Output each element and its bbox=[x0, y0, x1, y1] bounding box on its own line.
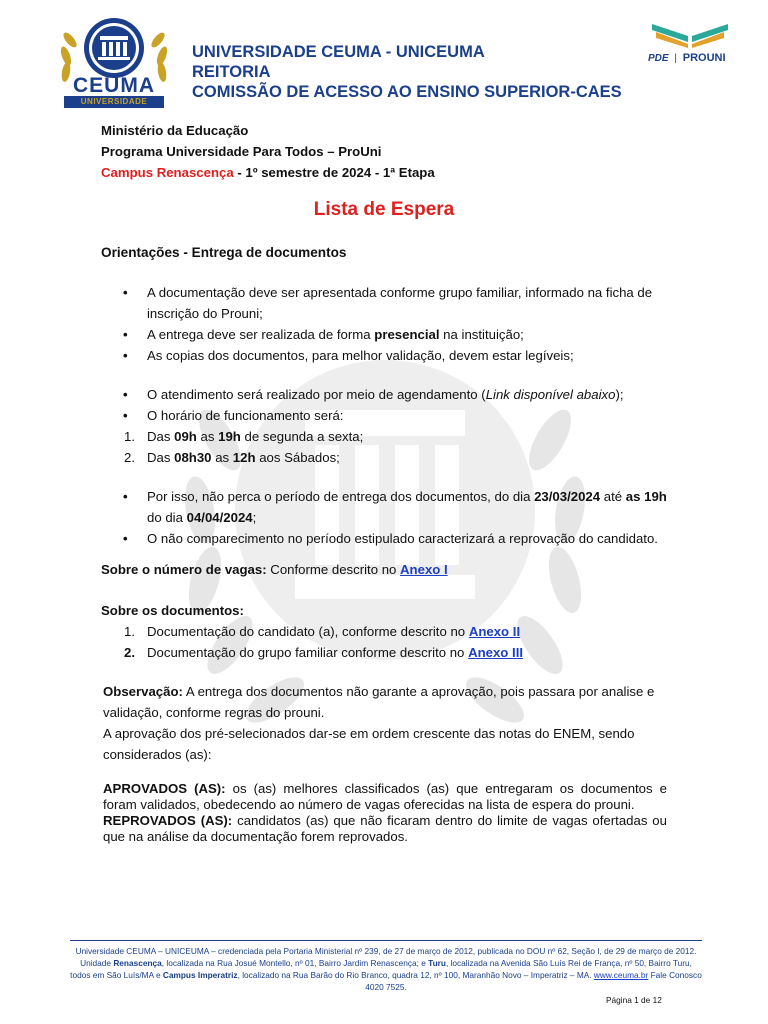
list-item: • O horário de funcionamento será: bbox=[101, 405, 667, 426]
semester-text: - 1º semestre de 2024 - 1ª Etapa bbox=[233, 165, 435, 180]
list-item: • As copias dos documentos, para melhor validação, devem estar legíveis; bbox=[101, 345, 667, 366]
header-line-3: COMISSÃO DE ACESSO AO ENSINO SUPERIOR-CAES bbox=[192, 83, 622, 101]
anexo-iii-link[interactable]: Anexo III bbox=[468, 645, 524, 660]
rejected-paragraph: REPROVADOS (AS): candidatos (as) que não ficaram dentro do limite de vagas ofertadas ou que na análise da documentação forem reprovados. bbox=[103, 813, 667, 844]
anexo-i-link[interactable]: Anexo I bbox=[400, 562, 448, 577]
schedule-list bbox=[101, 384, 667, 426]
ministry-line: Ministério da Educação bbox=[101, 123, 249, 138]
list-item: 1. Das 09h as 19h de segunda a sexta; bbox=[124, 429, 364, 444]
website-link[interactable]: www.ceuma.br bbox=[593, 970, 649, 980]
prouni-separator: | bbox=[674, 53, 677, 64]
prouni-label: PROUNI bbox=[682, 52, 726, 64]
list-item: 2. Documentação do grupo familiar conforme descrito no Anexo III bbox=[124, 645, 524, 660]
page-number: Página 1 de 12 bbox=[606, 995, 662, 1005]
campus-line bbox=[101, 162, 667, 183]
logo-subtext: UNIVERSIDADE bbox=[80, 97, 148, 106]
docs-list bbox=[101, 621, 667, 663]
list-item: • O não comparecimento no período estipulado caracterizará a reprovação do candidato. bbox=[101, 528, 667, 549]
page-footer: Universidade CEUMA – UNICEUMA – credenciada pela Portaria Ministerial nº 239, de 27 de março de 2012, publicada no DOU nº 62, Seção I, de 29 de março de 2012. Unidade Renascença, localizada na Rua Josué Montello, nº 01, Bairro Jardim Renascença; e Turu, localizada na Avenida São Luís Rei de França, nº 50, Bairro Turu, todos em São Luís/MA e Campus Imperatriz, localizado na Rua Barão do Rio Branco, quadra 12, nº 100, Maranhão Novo – Imperatriz – MA. www.ceuma.br Fale Conosco 4020 7525. bbox=[70, 940, 702, 993]
observation-paragraph: Observação: A entrega dos documentos não garante a aprovação, pois passara por analise e validação, conforme regras do prouni. bbox=[103, 684, 655, 720]
orientation-heading: Orientações - Entrega de documentos bbox=[101, 245, 347, 260]
docs-heading: Sobre os documentos: bbox=[101, 603, 244, 618]
document-body bbox=[101, 120, 667, 845]
anexo-ii-link[interactable]: Anexo II bbox=[468, 624, 521, 639]
list-item: • A entrega deve ser realizada de forma presencial na instituição; bbox=[101, 324, 667, 345]
institution-header bbox=[192, 42, 622, 102]
logo-text: CEUMA bbox=[73, 74, 155, 97]
hours-list bbox=[101, 426, 667, 468]
list-item: • Por isso, não perca o período de entrega dos documentos, do dia 23/03/2024 até as 19h do dia 04/04/2024; bbox=[101, 486, 667, 528]
ceuma-logo bbox=[58, 16, 170, 110]
program-line: Programa Universidade Para Todos – ProUni bbox=[101, 144, 382, 159]
header-line-1: UNIVERSIDADE CEUMA - UNICEUMA bbox=[192, 43, 485, 61]
list-item: 1. Documentação do candidato (a), conforme descrito no Anexo II bbox=[124, 624, 521, 639]
page-title: Lista de Espera bbox=[313, 199, 455, 220]
list-item: • A documentação deve ser apresentada conforme grupo familiar, informado na ficha de inscrição do Prouni; bbox=[101, 282, 667, 324]
pde-label: PDE bbox=[648, 53, 669, 64]
prouni-logo bbox=[648, 18, 732, 70]
approved-paragraph: APROVADOS (AS): os (as) melhores classificados (as) que entregaram os documentos e foram validados, obedecendo ao número de vagas oferecidas na lista de espera do prouni. bbox=[103, 781, 668, 812]
campus-name: Campus Renascença bbox=[101, 165, 234, 180]
list-item: 2. Das 08h30 as 12h aos Sábados; bbox=[124, 450, 340, 465]
requirements-list bbox=[101, 282, 667, 366]
book-icon bbox=[648, 18, 732, 50]
vagas-line: Sobre o número de vagas: Conforme descrito no Anexo I bbox=[101, 562, 448, 577]
list-item: • O atendimento será realizado por meio de agendamento (Link disponível abaixo); bbox=[101, 384, 667, 405]
deadline-list bbox=[101, 486, 667, 549]
approval-paragraph: A aprovação dos pré-selecionados dar-se em ordem crescente das notas do ENEM, sendo considerados (as): bbox=[103, 726, 635, 762]
header-line-2: REITORIA bbox=[192, 63, 271, 81]
